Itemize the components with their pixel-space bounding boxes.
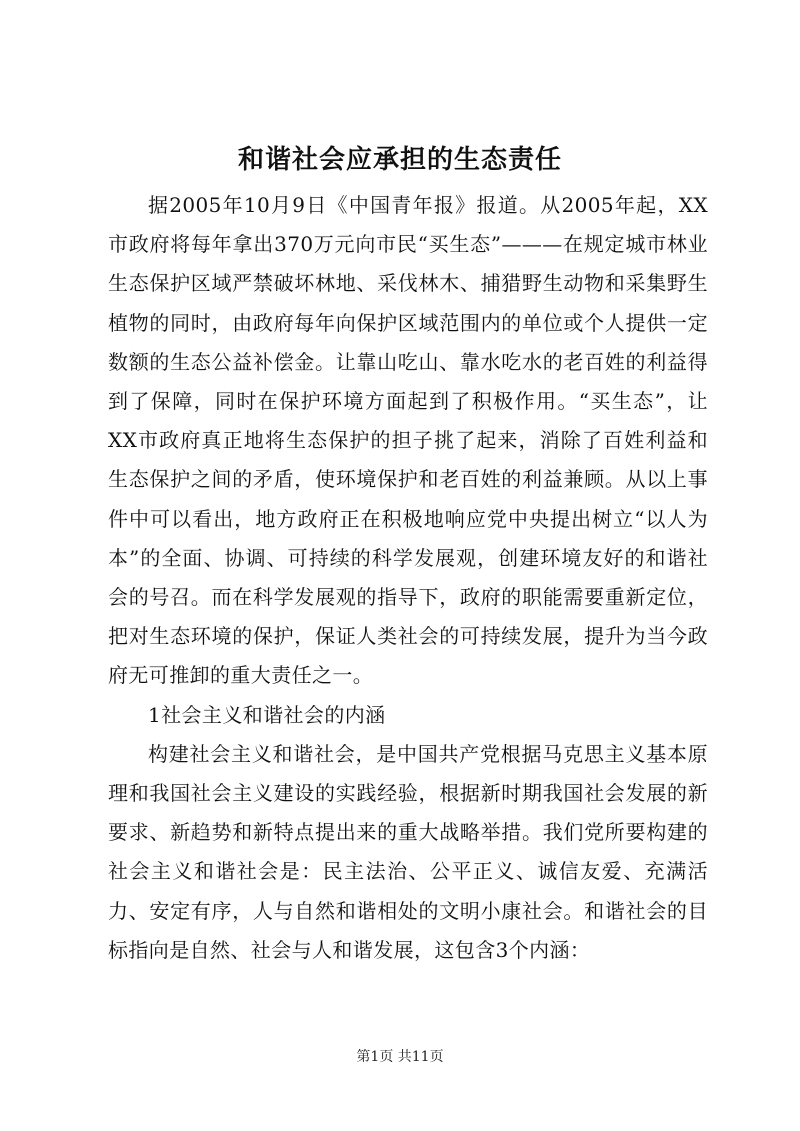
section-paragraph: 构建社会主义和谐社会，是中国共产党根据马克思主义基本原理和我国社会主义建设的实践经验，根据新时期我国社会发展的新要求、新趋势和新特点提出来的重大战略举措。我们党所要构建的社会主义和谐社会是：民主法治、公平正义、诚信友爱、充满活力、安定有序，人与自然和谐相处的文明小康社会。和谐社会的目标指向是自然、社会与人和谐发展，这包含3个内涵： [108,741,708,962]
document-body [108,186,708,970]
page-footer: 第1页 共11页 [356,1049,444,1065]
section-heading: 1社会主义和谐社会的内涵 [148,702,386,727]
document-title: 和谐社会应承担的生态责任 [237,145,562,175]
intro-paragraph: 据2005年10月9日《中国青年报》报道。从2005年起，XX市政府将每年拿出370万元向市民“买生态”———在规定城市林业生态保护区域严禁破坏林地、采伐林木、捕猎野生动物和采集野生植物的同时，由政府每年向保护区域范围内的单位或个人提供一定数额的生态公益补偿金。让靠山吃山、靠水吃水的老百姓的利益得到了保障，同时在保护环境方面起到了积极作用。“买生态”，让XX市政府真正地将生态保护的担子挑了起来，消除了百姓利益和生态保护之间的矛盾，使环境保护和老百姓的利益兼顾。从以上事件中可以看出，地方政府正在积极地响应党中央提出树立“以人为本”的全面、协调、可持续的科学发展观，创建环境友好的和谐社会的号召。而在科学发展观的指导下，政府的职能需要重新定位，把对生态环境的保护，保证人类社会的可持续发展，提升为当今政府无可推卸的重大责任之一。 [108,193,708,688]
